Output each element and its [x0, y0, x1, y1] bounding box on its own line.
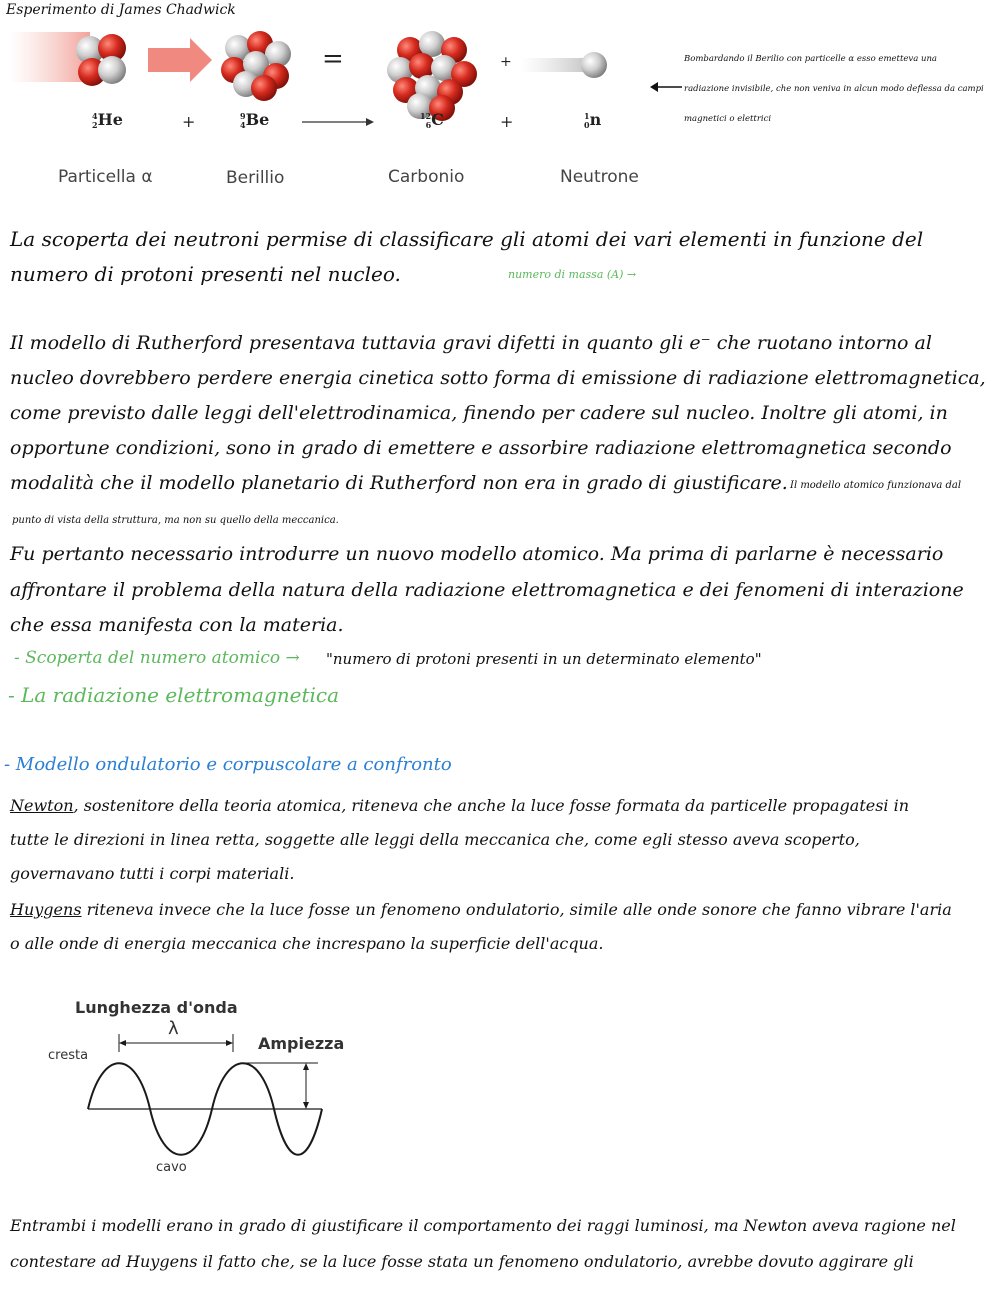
- paragraph-newton-line3: governavano tutti i corpi materiali.: [10, 864, 295, 883]
- paragraph-rutherford-line2: nucleo dovrebbero perdere energia cinetica sotto forma di emissione di radiazione elettromagnetica,: [10, 367, 986, 389]
- paragraph-new-model-line3: che essa manifesta con la materia.: [10, 614, 344, 636]
- wave-diagram: [40, 990, 380, 1180]
- paragraph-newton-line1: Newton, sostenitore della teoria atomica, riteneva che anche la luce fosse formata da particelle propagatesi in: [10, 796, 910, 815]
- left-arrow-icon: [650, 80, 684, 94]
- paragraph-neutrons-line2: numero di protoni presenti nel nucleo.: [10, 262, 401, 286]
- paragraph-comparison-line2: contestare ad Huygens il fatto che, se la luce fosse stata un fenomeno ondulatorio, avrebbe dovuto aggirare gli: [10, 1252, 914, 1271]
- nuclide-neutron: 1 0n: [584, 110, 602, 130]
- nuclide-carbon: 12 6C: [420, 110, 444, 130]
- wave-lambda: λ: [168, 1018, 179, 1039]
- paragraph-huygens-line1: Huygens riteneva invece che la luce fosse un fenomeno ondulatorio, simile alle onde sonore che fanno vibrare l'aria: [10, 900, 952, 919]
- topic-em-radiation: - La radiazione elettromagnetica: [8, 683, 340, 707]
- name-huygens: Huygens: [10, 900, 82, 919]
- label-neutron: Neutrone: [560, 167, 639, 187]
- carbon-nucleus-icon: [387, 31, 477, 121]
- paragraph-new-model-line1: Fu pertanto necessario introdurre un nuovo modello atomico. Ma prima di parlarne è necessario: [10, 543, 944, 565]
- paragraph-new-model-line2: affrontare il problema della natura della radiazione elettromagnetica e dei fenomeni di interazione: [10, 579, 964, 601]
- plus-sign: +: [500, 112, 514, 131]
- wave-trough-label: cavo: [156, 1160, 187, 1175]
- name-newton: Newton: [10, 796, 74, 815]
- topic-atomic-number: - Scoperta del numero atomico →: [14, 648, 300, 668]
- label-alpha: Particella α: [58, 167, 153, 187]
- note-mass-number: numero di massa (A) →: [508, 268, 637, 281]
- side-note: Bombardando il Berilio con particelle α esso emetteva una radiazione invisibile, che non veniva in alcun modo deflessa da campi magnetici o elettrici: [684, 54, 984, 124]
- paragraph-rutherford-line3: come previsto dalle leggi dell'elettrodinamica, finendo per cadere sul nucleo. Inoltre gli atomi, in: [10, 402, 948, 424]
- wave-amplitude-label: Ampiezza: [258, 1034, 345, 1053]
- paragraph-huygens-line2: o alle onde di energia meccanica che increspano la superficie dell'acqua.: [10, 934, 604, 953]
- neutron-icon: [581, 52, 607, 78]
- paragraph-comparison-line1: Entrambi i modelli erano in grado di giustificare il comportamento dei raggi luminosi, ma Newton aveva ragione nel: [10, 1216, 956, 1235]
- note-model-limit-a: Il modello atomico funzionava dal: [790, 480, 962, 491]
- wave-title: Lunghezza d'onda: [75, 998, 238, 1017]
- page-title: Esperimento di James Chadwick: [6, 2, 236, 18]
- nuclide-helium: 4 2He: [92, 110, 123, 130]
- paragraph-rutherford-line5: modalità che il modello planetario di Rutherford non era in grado di giustificare.: [10, 472, 788, 494]
- nuclide-beryllium: 9 4Be: [240, 110, 270, 130]
- paragraph-rutherford-line4: opportune condizioni, sono in grado di emettere e assorbire radiazione elettromagnetica secondo: [10, 437, 952, 459]
- section-heading: - Modello ondulatorio e corpuscolare a confronto: [4, 754, 452, 775]
- topic-atomic-number-definition: "numero di protoni presenti in un determinato elemento": [326, 650, 762, 668]
- paragraph-newton-line2: tutte le direzioni in linea retta, soggette alle leggi della meccanica che, come egli stesso aveva scoperto,: [10, 830, 860, 849]
- plus-sign: +: [182, 112, 196, 131]
- label-carbon: Carbonio: [388, 167, 465, 187]
- equals-sign: =: [322, 44, 344, 74]
- paragraph-rutherford-line1: Il modello di Rutherford presentava tuttavia gravi difetti in quanto gli e⁻ che ruotano intorno al: [10, 332, 932, 354]
- note-model-limit-b: punto di vista della struttura, ma non su quello della meccanica.: [12, 515, 339, 526]
- plus-sign: +: [500, 54, 512, 70]
- bombard-arrow-icon: [148, 38, 212, 82]
- beryllium-nucleus-icon: [221, 31, 291, 101]
- paragraph-neutrons-line1: La scoperta dei neutroni permise di classificare gli atomi dei vari elementi in funzione del: [10, 227, 924, 251]
- alpha-particle-icon: [76, 34, 126, 86]
- label-beryllium: Berillio: [226, 168, 285, 188]
- wave-crest-label: cresta: [48, 1048, 89, 1063]
